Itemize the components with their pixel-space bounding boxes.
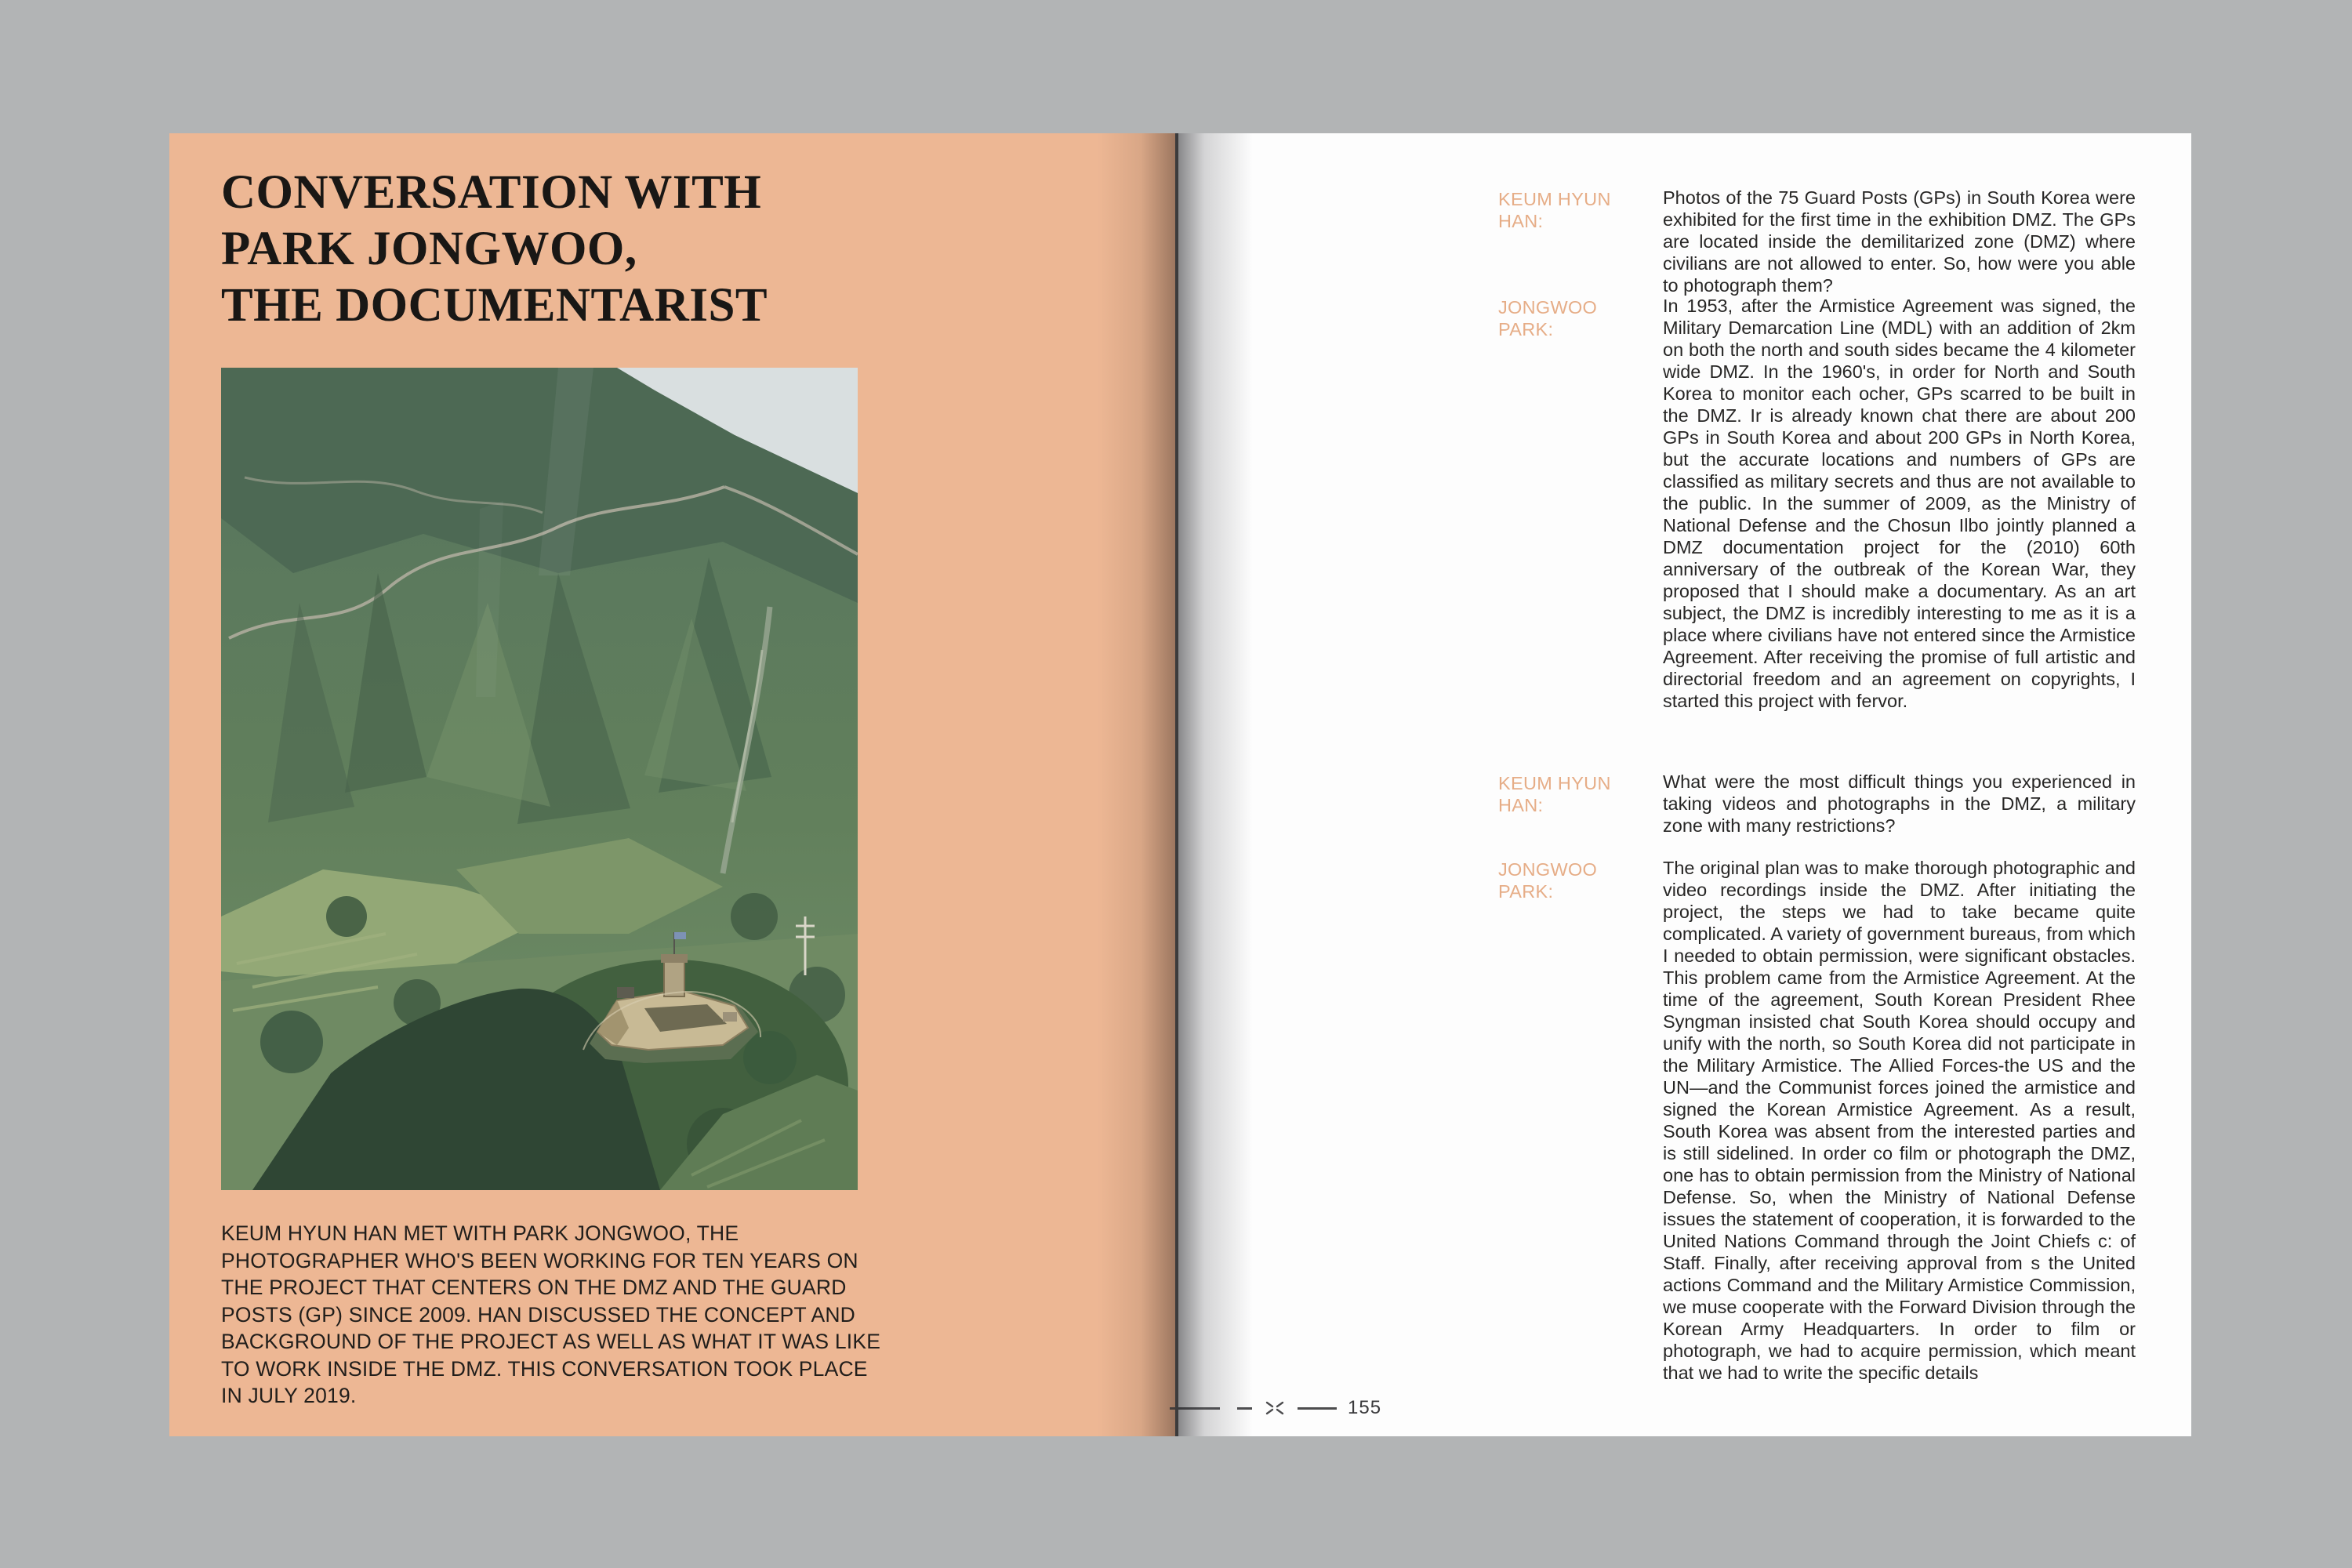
title-line-3: THE DOCUMENTARIST <box>221 279 768 332</box>
speaker-label: JONGWOO PARK: <box>1498 859 1598 902</box>
qa-block-answer-2 <box>1498 857 2191 1384</box>
qa-block-answer-1 <box>1498 295 2191 712</box>
photo-intro-caption: KEUM HYUN HAN MET WITH PARK JONGWOO, THE PHOTOGRAPHER WHO'S BEEN WORKING FOR TEN YEARS ON THE PROJECT THAT CENTERS ON THE DMZ AND THE GUARD POSTS (GP) SINCE 2009. HAN DISCUSSED THE CONCEPT AND BACKGROUND OF THE PROJECT AS WELL AS WHAT IT WAS LIKE TO WORK INSIDE THE DMZ. THIS CONVERSATION TOOK PLACE IN JULY 2019. <box>221 1221 881 1407</box>
question-text: Photos of the 75 Guard Posts (GPs) in South Korea were exhibited for the first time in the exhibition DMZ. The GPs are located inside the demilitarized zone (DMZ) where civilians are not allowed to enter. So, how were you able to photograph them? <box>1663 187 2136 296</box>
speaker-label: KEUM HYUN HAN: <box>1498 773 1611 815</box>
qa-block-question-1 <box>1498 187 2191 296</box>
page-title <box>221 165 768 334</box>
right-page <box>1176 133 2191 1436</box>
left-page <box>169 133 1176 1436</box>
page-number: 155 <box>1348 1397 1382 1418</box>
dmz-landscape-photo <box>221 368 858 1190</box>
gutter-shadow-right <box>1178 133 1253 1436</box>
question-text: What were the most difficult things you experienced in taking videos and photographs in the DMZ, a military zone with many restrictions? <box>1663 771 2136 836</box>
qa-block-question-2 <box>1498 771 2191 837</box>
answer-text: In 1953, after the Armistice Agreement was signed, the Military Demarcation Line (MDL) with an addition of 2km on both the north and south sides became the 4 kilometer wide DMZ. In the 1960's, in order for North and South Korea to monitor each ocher, GPs scarred to be built in the DMZ. Ir is already known chat there are about 200 GPs in South Korea and about 200 GPs in North Korea, but the accurate locations and numbers of GPs are classified as military secrets and thus are not available to the public. In the summer of 2009, as the Ministry of National Defense and the Chosun Ilbo jointly planned a DMZ documentation project for the (2010) 60th anniversary of the outbreak of the Korean War, they proposed that I should make a documentary. As an art subject, the DMZ is incredibly interesting to me as it is a place where civilians have not entered since the Armistice Agreement. After receiving the promise of full artistic and directorial freedom and an agreement on copyrights, I started this project with fervor. <box>1663 296 2136 711</box>
title-line-1: CONVERSATION WITH <box>221 166 762 219</box>
title-line-2: PARK JONGWOO, <box>221 223 637 275</box>
gutter-shadow-left <box>1098 133 1176 1436</box>
answer-text: The original plan was to make thorough photographic and video recordings inside the DMZ. After initiating the project, the steps we had to take became quite complicated. A variety of government bureaus, from which I needed to obtain permission, were significant obstacles. This problem came from the Armistice Agreement. At the time of the agreement, South Korean President Rhee Syngman insisted chat South Korea should occupy and unify with the north, so South Korea did not participate in the Military Armistice. The Allied Forces-the US and the UN—and the Communist forces joined the armistice and signed the Korean Armistice Agreement. As a result, South Korea was absent from the interested parties and is still sidelined. In order co film or photograph the DMZ, one has to obtain permission from the Ministry of National Defense. So, when the Ministry of National Defense issues the statement of cooperation, it is forwarded to the United Nations Command through the Joint Chiefs c: of Staff. Finally, after receiving approval from s the United actions Command and the Military Armistice Commission, we muse cooperate with the Forward Division through the Korean Army Headquarters. In order to film or photograph, we had to acquire permission, which meant that we had to write the specific details <box>1663 858 2136 1383</box>
footer-rule <box>1298 1407 1337 1410</box>
speaker-label: KEUM HYUN HAN: <box>1498 189 1611 231</box>
speaker-label: JONGWOO PARK: <box>1498 297 1598 339</box>
crop-mark-icon <box>1265 1400 1285 1416</box>
spine-line <box>1175 133 1178 1436</box>
